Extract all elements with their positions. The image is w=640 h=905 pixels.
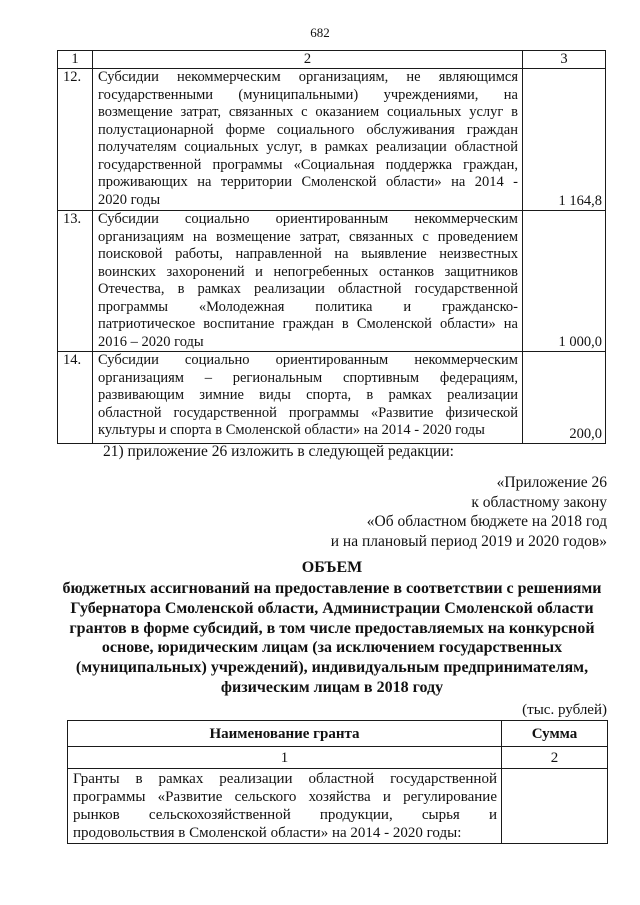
text-line: поисковой работы, направленной на выявление неизвестных xyxy=(98,246,518,262)
document-subtitle xyxy=(44,579,620,698)
column-number: 2 xyxy=(93,51,523,69)
column-number: 1 xyxy=(68,747,502,769)
text-line: продовольствия в Смоленской области» на 2014 - 2020 годы: xyxy=(73,825,462,841)
row-number: 12. xyxy=(58,69,93,211)
subtitle-line: грантов в форме субсидий, в том числе предоставляемых на конкурсной xyxy=(69,619,595,637)
text-line: программы «Молодежная политика и гражданско- xyxy=(98,298,518,315)
text-line: воинских захоронений и непогребенных останков защитников xyxy=(98,263,518,280)
text-line: полустационарной форме социального обслуживания граждан xyxy=(98,121,518,138)
text-line: государственными (муниципальными) учреждениями, на xyxy=(98,86,518,103)
amount-header: Сумма xyxy=(502,721,608,747)
text-line: получателям социальных услуг, в рамках реализации областной xyxy=(98,139,518,155)
text-line: организациям – региональным спортивным федерациям, xyxy=(98,369,518,386)
grants-table xyxy=(67,720,608,844)
table-row xyxy=(68,769,608,844)
text-line: возмещение затрат, связанных с оказанием социальных услуг в xyxy=(98,104,518,120)
grant-description xyxy=(68,769,502,844)
column-number: 1 xyxy=(58,51,93,69)
column-number: 2 xyxy=(502,747,608,769)
subsidies-table xyxy=(57,50,606,444)
text-line: 2016 – 2020 годы xyxy=(98,333,204,350)
subsidy-description xyxy=(93,352,523,444)
table-header-row xyxy=(58,51,606,69)
table-row xyxy=(58,211,606,352)
text-line: патриотическое воспитание граждан в Смоленской области» на xyxy=(98,316,518,332)
amount-cell: 200,0 xyxy=(523,352,606,444)
appendix-header xyxy=(331,473,607,551)
text-line: организациям на возмещение затрат, связанных с проведением xyxy=(98,228,518,245)
text-line: проживающих на территории Смоленской области» на 2014 - xyxy=(98,174,518,190)
table-header-row xyxy=(68,721,608,747)
text-line: Субсидии некоммерческим организациям, не являющимся xyxy=(98,69,518,85)
grant-name-header: Наименование гранта xyxy=(68,721,502,747)
row-number: 14. xyxy=(58,352,93,444)
appendix-header-line: и на плановый период 2019 и 2020 годов» xyxy=(330,532,607,550)
amendment-text: 21) приложение 26 изложить в следующей редакции: xyxy=(103,443,454,460)
table-row xyxy=(58,69,606,211)
document-title: ОБЪЕМ xyxy=(301,559,363,576)
amount-cell: 1 164,8 xyxy=(523,69,606,211)
subsidy-description xyxy=(93,211,523,352)
subtitle-line: Губернатора Смоленской области, Администрации Смоленской области xyxy=(70,599,594,617)
row-number: 13. xyxy=(58,211,93,352)
text-line: Отечества, в рамках реализации областной государственной xyxy=(98,281,518,297)
subtitle-line: (муниципальных) учреждений), индивидуальным предпринимателям, xyxy=(75,659,589,677)
subtitle-line: физическим лицам в 2018 году xyxy=(220,678,444,696)
text-line: рынков сельскохозяйственной продукции, сырья и xyxy=(73,807,497,823)
appendix-header-line: «Об областном бюджете на 2018 год xyxy=(366,513,607,530)
units-label: (тыс. рублей) xyxy=(522,702,607,718)
text-line: областной государственной программы «Развитие физической xyxy=(98,404,518,421)
text-line: программы «Развитие сельского хозяйства и регулирование xyxy=(73,789,497,805)
text-line: Гранты в рамках реализации областной государственной xyxy=(73,771,497,787)
text-line: государственной программы «Социальная поддержка граждан, xyxy=(98,156,518,173)
subtitle-line: бюджетных ассигнований на предоставление в соответствии с решениями xyxy=(62,580,602,597)
page-number: 682 xyxy=(310,25,330,40)
subsidy-description xyxy=(93,69,523,211)
text-line: развивающим зимние виды спорта, в рамках реализации xyxy=(98,387,518,403)
text-line: культуры и спорта в Смоленской области» на 2014 - 2020 годы xyxy=(98,422,485,438)
amount-cell xyxy=(502,769,608,844)
text-line: Субсидии социально ориентированным некоммерческим xyxy=(98,211,518,227)
appendix-header-line: к областному закону xyxy=(471,493,607,511)
text-line: 2020 годы xyxy=(98,191,161,208)
table-row xyxy=(58,352,606,444)
subtitle-line: основе, юридическим лицам (за исключением государственных xyxy=(101,639,563,657)
appendix-header-line: «Приложение 26 xyxy=(496,474,607,491)
amount-cell: 1 000,0 xyxy=(523,211,606,352)
column-number: 3 xyxy=(523,51,606,69)
column-numbers-row xyxy=(68,747,608,769)
text-line: Субсидии социально ориентированным некоммерческим xyxy=(98,352,518,368)
